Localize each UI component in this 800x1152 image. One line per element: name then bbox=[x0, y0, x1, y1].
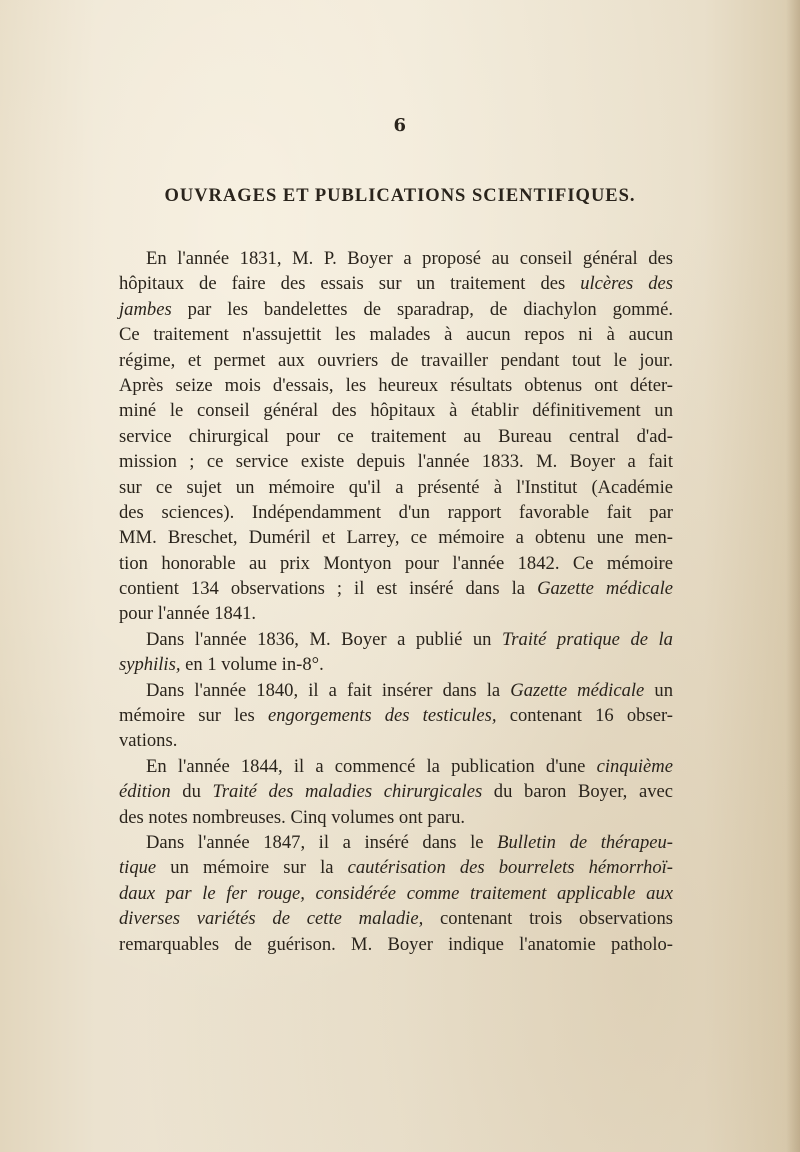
text-line bbox=[119, 398, 673, 423]
text-line bbox=[119, 475, 673, 500]
italic-text: édition bbox=[119, 781, 171, 803]
italic-text: cautérisation des bourrelets hémorrhoï- bbox=[347, 857, 673, 879]
text-run: des sciences). Indépendamment d'un rapport favorable fait par bbox=[119, 501, 673, 523]
text-line bbox=[119, 551, 673, 576]
text-run: contenant trois observations bbox=[423, 908, 673, 930]
text-line bbox=[119, 348, 673, 373]
section-title: OUVRAGES ET PUBLICATIONS SCIENTIFIQUES. bbox=[164, 186, 636, 206]
text-run: un bbox=[644, 679, 673, 701]
text-run: service chirurgical pour ce traitement au Bureau central d'ad- bbox=[119, 425, 673, 447]
text-run: Après seize mois d'essais, les heureux résultats obtenus ont déter- bbox=[119, 374, 673, 396]
italic-text: daux par le fer rouge, considérée comme traitement applicable aux bbox=[119, 882, 673, 904]
text-line bbox=[119, 754, 673, 779]
text-line bbox=[119, 779, 673, 804]
text-run: régime, et permet aux ouvriers de travailler pendant tout le jour. bbox=[119, 349, 673, 371]
text-line bbox=[119, 881, 673, 906]
text-line bbox=[119, 627, 673, 652]
text-run: pour l'année 1841. bbox=[119, 603, 257, 625]
text-run: Ce traitement n'assujettit les malades à aucun repos ni à aucun bbox=[119, 324, 673, 346]
italic-text: ulcères des bbox=[580, 273, 673, 295]
text-line bbox=[119, 246, 673, 271]
text-run: remarquables de guérison. M. Boyer indique l'anatomie patholo- bbox=[119, 933, 673, 955]
text-run: En l'année 1844, il a commencé la publication d'une bbox=[146, 755, 597, 777]
text-line bbox=[119, 297, 673, 322]
text-line bbox=[119, 424, 673, 449]
text-line bbox=[119, 271, 673, 296]
text-run: un mémoire sur la bbox=[156, 857, 348, 879]
text-line bbox=[119, 728, 673, 753]
text-run: vations. bbox=[119, 730, 178, 752]
text-line bbox=[119, 601, 673, 626]
text-run: En l'année 1831, M. P. Boyer a proposé au conseil général des bbox=[146, 248, 673, 269]
text-run: du baron Boyer, avec bbox=[482, 781, 673, 803]
text-run: tion honorable au prix Montyon pour l'année 1842. Ce mémoire bbox=[119, 552, 673, 574]
italic-text: cinquième bbox=[596, 755, 673, 777]
italic-text: Traité pratique de la bbox=[501, 628, 673, 650]
text-run: miné le conseil général des hôpitaux à établir définitivement un bbox=[119, 400, 673, 422]
text-line bbox=[119, 855, 673, 880]
italic-text: Gazette médicale bbox=[537, 578, 673, 600]
text-run: par les bandelettes de sparadrap, de diachylon gommé. bbox=[171, 298, 673, 320]
italic-text: syphilis, bbox=[119, 654, 181, 676]
text-line bbox=[119, 373, 673, 398]
text-line bbox=[119, 525, 673, 550]
text-run: du bbox=[170, 781, 213, 803]
text-run: Dans l'année 1840, il a fait insérer dans la bbox=[146, 679, 511, 701]
text-run: Dans l'année 1847, il a inséré dans le bbox=[146, 831, 498, 853]
page-number: 6 bbox=[393, 115, 407, 136]
text-line bbox=[119, 906, 673, 931]
text-run: des notes nombreuses. Cinq volumes ont paru. bbox=[119, 806, 466, 828]
italic-text: Bulletin de thérapeu- bbox=[497, 831, 673, 853]
text-run: MM. Breschet, Duméril et Larrey, ce mémoire a obtenu une men- bbox=[119, 527, 673, 549]
text-run: contient 134 observations ; il est inséré dans la bbox=[119, 578, 538, 600]
page-edge-shadow bbox=[786, 0, 800, 1152]
italic-text: engorgements des testicules, bbox=[267, 705, 497, 727]
text-run: contenant 16 obser- bbox=[496, 705, 673, 727]
body-text bbox=[119, 246, 673, 957]
text-run: en 1 volume in-8°. bbox=[180, 654, 324, 676]
italic-text: Traité des maladies chirurgicales bbox=[212, 781, 483, 803]
text-run: mission ; ce service existe depuis l'année 1833. M. Boyer a fait bbox=[119, 451, 673, 473]
text-run: hôpitaux de faire des essais sur un traitement des bbox=[119, 273, 581, 295]
italic-text: jambes bbox=[119, 298, 172, 320]
text-line bbox=[119, 678, 673, 703]
text-line bbox=[119, 652, 673, 677]
italic-text: Gazette médicale bbox=[510, 679, 645, 701]
text-line bbox=[119, 932, 673, 957]
text-line bbox=[119, 830, 673, 855]
italic-text: tique bbox=[119, 857, 157, 879]
text-line bbox=[119, 703, 673, 728]
text-line bbox=[119, 576, 673, 601]
text-run: sur ce sujet un mémoire qu'il a présenté à l'Institut (Académie bbox=[119, 476, 673, 498]
text-run: mémoire sur les bbox=[119, 705, 268, 727]
text-run: Dans l'année 1836, M. Boyer a publié un bbox=[146, 628, 502, 650]
text-line bbox=[119, 500, 673, 525]
italic-text: diverses variétés de cette maladie, bbox=[119, 908, 424, 930]
text-line bbox=[119, 805, 673, 830]
text-line bbox=[119, 322, 673, 347]
text-line bbox=[119, 449, 673, 474]
